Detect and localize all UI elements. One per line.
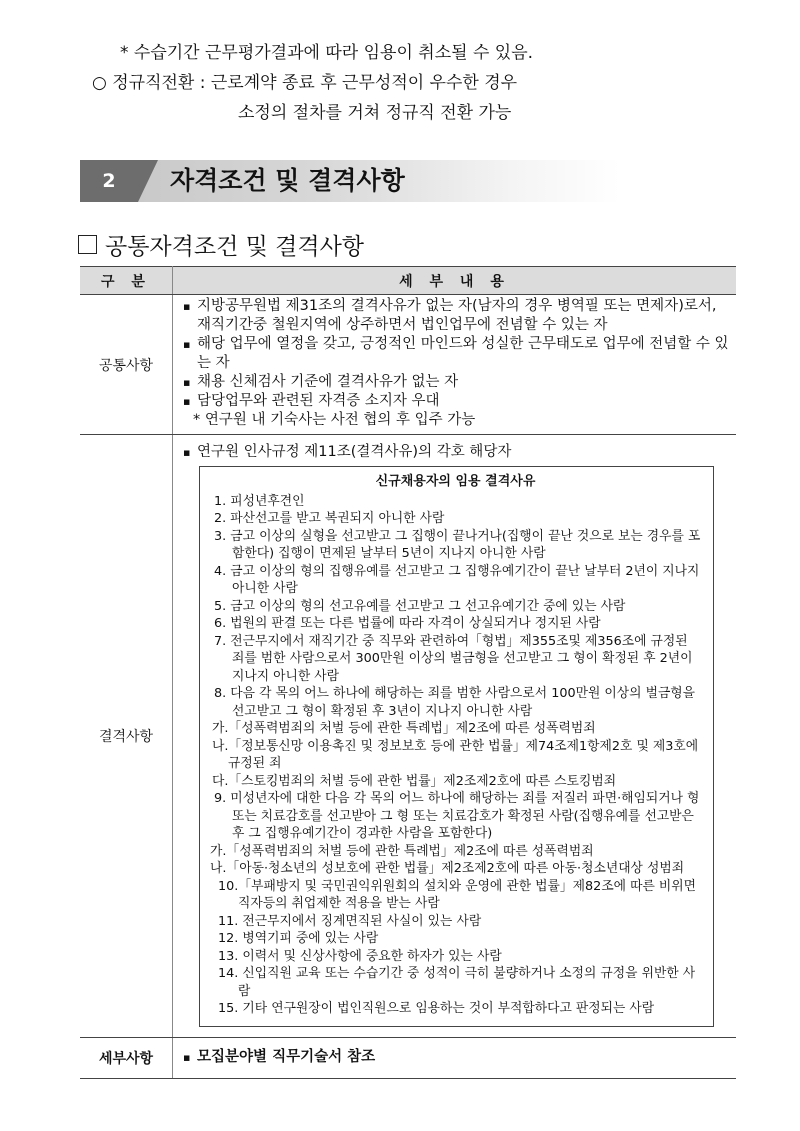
list-item: 8. 다음 각 목의 어느 하나에 해당하는 죄를 범한 사람으로서 100만원 이상의 벌금형을 선고받고 그 형이 확정된 후 3년이 지나지 아니한 사람 [214, 686, 696, 719]
intro-regular-conversion-cont: 소정의 절차를 거쳐 정규직 전환 가능 [238, 103, 512, 123]
table-row-common [80, 295, 736, 435]
list-item: ▪ 해당 업무에 열정을 갖고, 긍정적인 마인드와 성실한 근무태도로 업무에 전념할 수 있는 자 [179, 335, 730, 373]
list-item: 5. 금고 이상의 형의 선고유예를 선고받고 그 선고유예기간 중에 있는 사람 [214, 598, 626, 614]
qualification-table [80, 266, 736, 1079]
list-item: 3. 금고 이상의 실형을 선고받고 그 집행이 끝나거나(집행이 끝난 것으로 보는 경우를 포함한다) 집행이 면제된 날부터 5년이 지나지 아니한 사람 [214, 528, 701, 561]
row-label-common: 공통사항 [80, 295, 173, 435]
list-item: 13. 이력서 및 신상사항에 중요한 하자가 있는 사람 [218, 948, 502, 964]
list-item: 다.「스토킹범죄의 처벌 등에 관한 법률」제2조제2호에 따른 스토킹범죄 [212, 773, 617, 789]
list-item: 6. 법원의 판결 또는 다른 법률에 따라 자격이 상실되거나 정지된 사람 [214, 616, 601, 631]
list-item: 가.「성폭력범죄의 처벌 등에 관한 특례법」제2조에 따른 성폭력범죄 [212, 721, 596, 736]
dormitory-note: * 연구원 내 기숙사는 사전 협의 후 입주 가능 [193, 412, 476, 428]
row-label-details: 세부사항 [80, 1037, 173, 1078]
list-item: 14. 신입직원 교육 또는 수습기간 중 성적이 극히 불량하거나 소정의 규정을 위반한 사람 [218, 966, 696, 999]
header-category: 구 분 [80, 267, 173, 295]
section-banner [80, 160, 620, 202]
list-item: 9. 미성년자에 대한 다음 각 목의 어느 하나에 해당하는 죄를 저질러 파면·해임되거나 형 또는 치료감호를 선고받아 그 형 또는 치료감호가 확정된 사람(집행유예를 선고받은 후 그 집행유예기간이 경과한 사람을 포함한다) [214, 791, 700, 841]
list-item: 나.「아동·청소년의 성보호에 관한 법률」제2조제2호에 따른 아동·청소년대상 성범죄 [210, 861, 685, 876]
list-item: 1. 피성년후견인 [214, 493, 305, 509]
table-row-disqualification [80, 435, 736, 1038]
list-item: 11. 전근무지에서 징계면직된 사실이 있는 사람 [218, 913, 482, 929]
table-row-details [80, 1037, 736, 1078]
list-item: ▪ 연구원 인사규정 제11조(결격사유)의 각호 해당자 [179, 443, 736, 462]
table-header-row [80, 267, 736, 295]
header-content: 세 부 내 용 [173, 267, 737, 295]
disqualification-box [199, 466, 714, 1027]
box-title: 신규채용자의 임용 결격사유 [375, 474, 536, 489]
section-number: 2 [80, 160, 138, 202]
subheading: 공통자격조건 및 결격사항 [78, 228, 364, 261]
list-item: ▪ 담당업무와 관련된 자격증 소지자 우대 [179, 392, 730, 411]
list-item: 7. 전근무지에서 재직기간 중 직무와 관련하여「형법」제355조및 제356조에 규정된 죄를 범한 사람으로서 300만원 이상의 벌금형을 선고받고 그 형이 확정된 후 2년이 지나지 아니한 사람 [214, 633, 693, 684]
list-item: ▪ 모집분야별 직무기술서 참조 [179, 1048, 730, 1067]
checkbox-icon [78, 235, 97, 254]
list-item: 가.「성폭력범죄의 처벌 등에 관한 특례법」제2조에 따른 성폭력범죄 [210, 843, 594, 859]
intro-note: * 수습기간 근무평가결과에 따라 임용이 취소될 수 있음. [120, 43, 534, 63]
intro-regular-conversion: ○ 정규직전환 : 근로계약 종료 후 근무성적이 우수한 경우 [92, 73, 518, 93]
list-item: 10.「부패방지 및 국민권익위원회의 설치와 운영에 관한 법률」제82조에 따른 비위면직자등의 취업제한 적용을 받는 사람 [218, 878, 696, 911]
section-title: 자격조건 및 결격사항 [170, 166, 405, 195]
list-item: 12. 병역기피 중에 있는 사람 [218, 931, 379, 946]
list-item: ▪ 채용 신체검사 기준에 결격사유가 없는 자 [179, 373, 730, 392]
list-item: 2. 파산선고를 받고 복권되지 아니한 사람 [214, 511, 445, 526]
list-item: 나.「정보통신망 이용촉진 및 정보보호 등에 관한 법률」제74조제1항제2호 및 제3호에 규정된 죄 [212, 738, 699, 771]
row-label-disqualification: 결격사항 [80, 435, 173, 1038]
list-item: 15. 기타 연구원장이 법인직원으로 임용하는 것이 부적합하다고 판정되는 사람 [218, 1001, 655, 1016]
list-item: 4. 금고 이상의 형의 집행유예를 선고받고 그 집행유예기간이 끝난 날부터 2년이 지나지 아니한 사람 [214, 563, 700, 596]
list-item: ▪ 지방공무원법 제31조의 결격사유가 없는 자(남자의 경우 병역필 또는 면제자)로서, 재직기간중 철원지역에 상주하면서 법인업무에 전념할 수 있는 자 [179, 297, 730, 335]
